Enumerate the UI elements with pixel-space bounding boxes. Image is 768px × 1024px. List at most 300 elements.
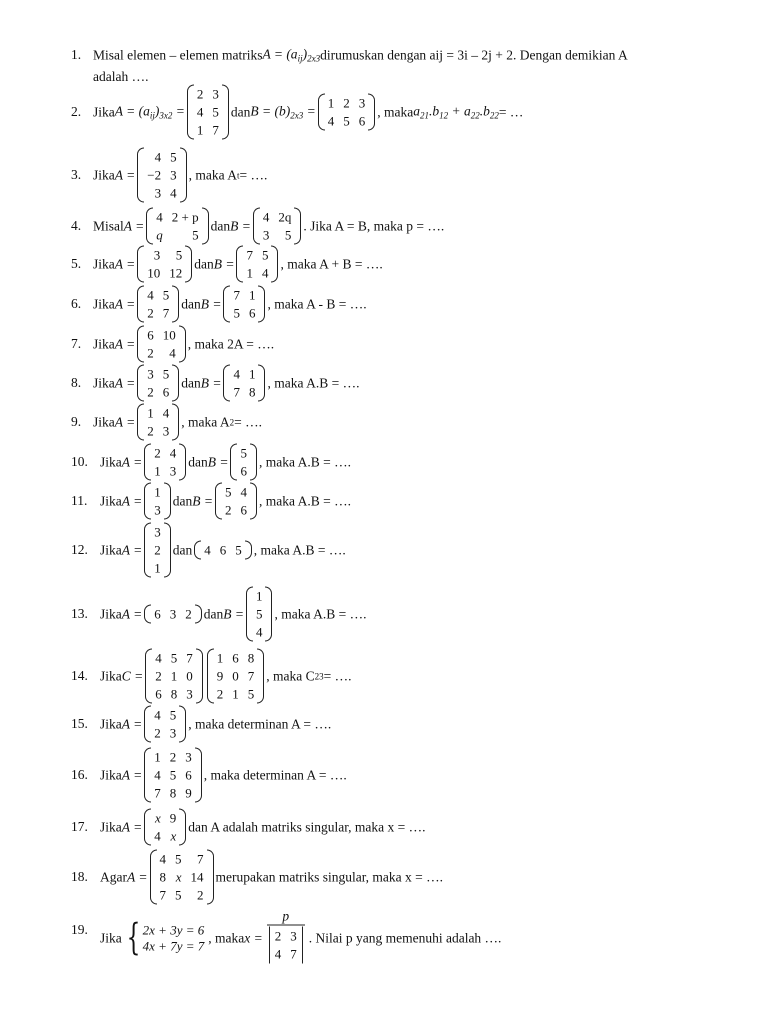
matrix-cell: 6 (240, 502, 247, 518)
matrix (144, 748, 202, 803)
matrix-cell: 1 (154, 484, 161, 500)
matrix (137, 365, 179, 402)
text: , maka (208, 930, 245, 945)
question-16 (100, 748, 347, 803)
bracket-right (368, 94, 375, 131)
bracket-right (172, 365, 179, 402)
matrix-grid (151, 706, 179, 743)
text: Jika (100, 493, 122, 508)
matrix-cell: 4 (196, 104, 204, 120)
matrix-cell: 4 (204, 542, 211, 558)
fraction (267, 909, 305, 968)
bracket-right (222, 85, 229, 140)
matrix-cell: 1 (147, 405, 154, 421)
equations (143, 922, 205, 954)
bracket-right (164, 523, 171, 578)
bracket-right (258, 365, 265, 402)
matrix-name: A = (114, 375, 136, 390)
matrix (253, 208, 302, 245)
text: = … (498, 104, 524, 119)
matrix-cell: 3 (262, 227, 270, 243)
bracket-right (195, 605, 202, 624)
matrix-cell: −2 (147, 167, 162, 183)
bracket-right (265, 587, 272, 642)
bracket-left (253, 208, 260, 245)
text: = …. (239, 167, 268, 182)
bracket-left (246, 587, 253, 642)
matrix (215, 483, 257, 520)
matrix-cell: 5 (175, 851, 182, 867)
matrix-cell: 4 (147, 287, 154, 303)
superscript: 2 (229, 417, 235, 427)
matrix (144, 809, 186, 846)
text: , maka C (266, 668, 315, 683)
text: Jika (93, 256, 115, 271)
matrix-grid (157, 850, 207, 905)
matrix-cell: 5 (224, 484, 232, 500)
matrix (137, 404, 179, 441)
matrix-cell: 4 (154, 767, 161, 783)
matrix-grid (230, 286, 258, 323)
text: Jika (100, 716, 122, 731)
matrix-cell: 10 (147, 265, 161, 281)
question-13 (100, 587, 366, 642)
question-number: 13. (71, 606, 88, 621)
bracket-left (137, 148, 144, 203)
matrix (137, 286, 179, 323)
fraction-numerator: p (282, 908, 290, 924)
matrix (144, 483, 171, 520)
text: , maka determinan A = …. (203, 767, 347, 782)
text: , maka A.B = …. (258, 454, 351, 469)
matrix-cell: 5 (233, 305, 240, 321)
question-12 (100, 523, 346, 578)
text: dan A adalah matriks singular, maka x = …. (188, 819, 426, 834)
matrix-grid (237, 444, 250, 481)
matrix (144, 523, 171, 578)
matrix-grid (151, 523, 164, 578)
matrix-cell: 1 (248, 366, 256, 382)
matrix-cell: 3 (186, 686, 193, 702)
matrix-cell: 4 (156, 209, 163, 225)
text: Jika (93, 104, 115, 119)
question-19 (100, 909, 501, 968)
matrix-name: B = (192, 493, 213, 508)
formula: $A = (a_{ij})_{3x2}$ = (114, 103, 185, 121)
matrix-cell: 4 (274, 946, 282, 962)
bracket-left (194, 541, 201, 560)
matrix-cell: 5 (240, 445, 247, 461)
subscript: 23 (314, 671, 324, 681)
formula: $A = (a_{ij})_{2x3}$ (262, 46, 321, 64)
matrix (187, 85, 229, 140)
formula: $a_{21}.b_{12} + a_{22}.b_{22}$ (413, 103, 499, 121)
text: Jika (100, 454, 122, 469)
matrix (207, 649, 265, 704)
bracket-left (207, 649, 214, 704)
matrix-cell: 1 (196, 122, 204, 138)
text: , maka A (181, 414, 230, 429)
matrix-cell: 1 (154, 560, 161, 576)
bracket-right (179, 809, 186, 846)
bracket-right (172, 286, 179, 323)
matrix-cell: 8 (169, 785, 177, 801)
equation-system (122, 917, 205, 958)
matrix-cell: 3 (169, 606, 177, 622)
matrix-grid (144, 148, 179, 203)
matrix-cell: x (175, 869, 182, 885)
bracket-right (271, 246, 278, 283)
matrix-cell: 7 (159, 887, 166, 903)
formula: $B = (b)_{2x3}$ = (250, 103, 316, 121)
matrix (145, 649, 203, 704)
bracket-left (137, 404, 144, 441)
question-7 (93, 326, 274, 363)
bracket-left (144, 483, 151, 520)
matrix-name: B = (207, 454, 229, 469)
bracket-right (196, 649, 203, 704)
matrix-name: B = (230, 218, 251, 233)
matrix-cell: 0 (186, 668, 193, 684)
matrix-grid (152, 649, 196, 704)
matrix (223, 365, 265, 402)
matrix-grid (151, 809, 179, 846)
matrix-cell: 2 (196, 86, 204, 102)
matrix-name: A = (114, 414, 136, 429)
matrix-cell: 5 (170, 149, 177, 165)
matrix-cell: 2 (169, 749, 177, 765)
question-number: 3. (71, 167, 82, 182)
question-2 (93, 85, 523, 140)
bracket-left (236, 246, 243, 283)
matrix-name: A = (114, 256, 136, 271)
text: dan (230, 104, 251, 119)
text: , maka A.B = …. (274, 606, 367, 621)
text: Jika (100, 542, 122, 557)
matrix-cell: 4 (233, 366, 240, 382)
matrix-cell: 6 (162, 384, 170, 400)
question-10 (100, 444, 351, 481)
matrix-grid (243, 246, 271, 283)
matrix-cell: 6 (240, 463, 247, 479)
bracket-right (294, 208, 301, 245)
text: dan (181, 296, 201, 311)
matrix-cell: 4 (327, 113, 335, 129)
text: Jika (100, 819, 122, 834)
matrix-cell: 2 (147, 423, 154, 439)
matrix-cell: 2q (278, 209, 292, 225)
matrix-cell: 8 (248, 384, 256, 400)
question-8 (93, 365, 359, 402)
matrix-cell: 2 (147, 384, 154, 400)
matrix-cell: 3 (154, 502, 161, 518)
matrix-cell: 4 (154, 828, 161, 844)
text: dan (172, 493, 193, 508)
matrix-grid (325, 94, 369, 131)
matrix-cell: 6 (358, 113, 366, 129)
bracket-left (318, 94, 325, 131)
bracket-left (137, 326, 144, 363)
equation: 2x + 3y = 6 (142, 922, 205, 937)
text: Jika (100, 606, 122, 621)
matrix-cell: 5 (175, 247, 183, 263)
text: Jika (93, 336, 115, 351)
matrix (246, 587, 273, 642)
text: , maka A.B = …. (267, 375, 360, 390)
matrix-cell: 7 (290, 946, 297, 962)
superscript: t (236, 170, 240, 180)
bracket-left (144, 748, 151, 803)
question-9 (93, 404, 262, 441)
question-number: 4. (71, 218, 82, 233)
matrix-cell: 2 (147, 345, 154, 361)
matrix-cell: 1 (154, 749, 161, 765)
matrix-cell: 1 (255, 588, 263, 604)
text: Jika (93, 167, 115, 182)
text: , maka (377, 104, 414, 119)
question-1 (93, 47, 628, 64)
matrix-name: A = (121, 454, 143, 469)
matrix-cell: q (156, 227, 163, 243)
question-number: 7. (71, 336, 82, 351)
bracket-right (245, 541, 252, 560)
matrix (137, 148, 186, 203)
matrix-cell: x (154, 810, 161, 826)
text: Jika (93, 375, 115, 390)
bracket-left (137, 365, 144, 402)
bracket-right (180, 148, 187, 203)
bracket-left (150, 850, 157, 905)
matrix-cell: 3 (185, 749, 192, 765)
matrix-cell: 7 (233, 287, 240, 303)
matrix-cell: 4 (240, 484, 247, 500)
matrix-cell: 2 (154, 725, 161, 741)
bracket-right (179, 706, 186, 743)
bracket-left (144, 444, 151, 481)
matrix-cell: 0 (232, 668, 239, 684)
matrix-cell: 2 (154, 445, 161, 461)
matrix-cell: 6 (147, 327, 154, 343)
matrix-cell: 2 (216, 686, 224, 702)
matrix-cell: 4 (159, 851, 166, 867)
fraction-denominator (267, 925, 305, 968)
bracket-left (223, 365, 230, 402)
question-number: 5. (71, 256, 82, 271)
question-number: 15. (71, 716, 88, 731)
matrix-grid (253, 587, 266, 642)
matrix-cell: 1 (248, 287, 256, 303)
question-number: 14. (71, 668, 88, 683)
bracket-left (230, 444, 237, 481)
bracket-left (144, 523, 151, 578)
question-number: 6. (71, 296, 82, 311)
matrix-grid (144, 404, 172, 441)
matrix-grid (144, 286, 172, 323)
variable: x = (244, 930, 263, 945)
determinant (269, 927, 303, 964)
matrix-cell: 7 (154, 785, 161, 801)
matrix-name: A = (121, 716, 143, 731)
matrix (144, 605, 202, 624)
matrix-grid (151, 444, 179, 481)
question-number: 17. (71, 819, 88, 834)
matrix-cell: 2 (197, 887, 204, 903)
bracket-right (202, 208, 209, 245)
text: dan (210, 218, 231, 233)
bracket-left (223, 286, 230, 323)
matrix-grid (151, 483, 164, 520)
matrix-cell: 8 (170, 686, 178, 702)
matrix (223, 286, 265, 323)
matrix-cell: 3 (162, 423, 170, 439)
matrix (194, 541, 252, 560)
matrix-cell: 4 (154, 707, 161, 723)
matrix-name: A = (121, 767, 143, 782)
matrix-cell: 12 (169, 265, 183, 281)
matrix-cell: 5 (169, 767, 177, 783)
matrix-cell: 3 (212, 86, 219, 102)
question-11 (100, 483, 351, 520)
question-number: 8. (71, 375, 82, 390)
matrix (230, 444, 257, 481)
matrix-cell: 7 (247, 668, 255, 684)
matrix-cell: 3 (169, 725, 177, 741)
matrix-cell: 14 (190, 869, 204, 885)
matrix-grid (260, 208, 295, 245)
matrix-cell: 4 (155, 650, 162, 666)
matrix-cell: 5 (169, 707, 177, 723)
text: dan (181, 375, 201, 390)
matrix-cell: 3 (153, 247, 161, 263)
matrix-grid (144, 365, 172, 402)
matrix-cell: 1 (232, 686, 239, 702)
text: . Nilai p yang memenuhi adalah …. (308, 930, 502, 945)
matrix-name: A = (127, 869, 148, 884)
question-number: 1. (71, 47, 82, 62)
matrix-name: A = (114, 167, 136, 182)
text: Agar (100, 869, 127, 884)
matrix (236, 246, 278, 283)
matrix-cell: 3 (170, 167, 177, 183)
text: dan (194, 256, 214, 271)
matrix-name: B = (223, 606, 244, 621)
matrix (146, 208, 208, 245)
matrix (137, 246, 192, 283)
matrix-grid (201, 541, 245, 560)
matrix-cell: 2 (274, 928, 282, 944)
text: , maka determinan A = …. (188, 716, 332, 731)
matrix-name: C = (121, 668, 144, 683)
matrix-grid (153, 208, 201, 245)
brace: { (126, 917, 141, 958)
bracket-left (144, 706, 151, 743)
question-3 (93, 148, 267, 203)
matrix-cell: 6 (219, 542, 227, 558)
matrix-name: A = (123, 218, 145, 233)
matrix (150, 850, 214, 905)
matrix-cell: 5 (175, 887, 182, 903)
bracket-right (179, 444, 186, 481)
matrix-cell: 5 (192, 227, 199, 243)
question-4 (93, 208, 444, 245)
text: Jika (93, 414, 115, 429)
text: , maka 2A = …. (187, 336, 275, 351)
matrix-cell: 5 (284, 227, 292, 243)
question-18 (100, 850, 443, 905)
matrix-name: B = (200, 375, 222, 390)
question-number: 18. (71, 869, 88, 884)
matrix-grid (194, 85, 222, 140)
text: = …. (234, 414, 262, 429)
matrix-cell: 7 (246, 247, 253, 263)
bracket-right (300, 927, 303, 964)
matrix-cell: 5 (162, 366, 170, 382)
question-17 (100, 809, 426, 846)
matrix-grid (214, 649, 258, 704)
question-number: 2. (71, 104, 82, 119)
matrix-cell: 4 (154, 149, 162, 165)
matrix-cell: 7 (162, 305, 170, 321)
matrix-cell: 2 (185, 606, 192, 622)
text: dan (172, 542, 193, 557)
matrix-cell: 2 (343, 95, 350, 111)
bracket-right (250, 444, 257, 481)
bracket-left (144, 605, 151, 624)
text: dan (188, 454, 208, 469)
matrix-cell: 3 (358, 95, 366, 111)
matrix-cell: 2 (155, 668, 162, 684)
matrix (318, 94, 376, 131)
question-number: 10. (71, 454, 88, 469)
bracket-left (137, 246, 144, 283)
text: , maka A (188, 167, 237, 182)
text: Jika (100, 767, 122, 782)
matrix-cell: 8 (159, 869, 166, 885)
matrix-cell: 5 (235, 542, 242, 558)
bracket-right (257, 649, 264, 704)
question-number: 12. (71, 542, 88, 557)
bracket-right (179, 326, 186, 363)
matrix-cell: 7 (197, 851, 204, 867)
question-number: 16. (71, 767, 88, 782)
matrix-cell: 4 (255, 624, 263, 640)
matrix-name: A = (114, 336, 136, 351)
bracket-right (172, 404, 179, 441)
matrix-cell: 4 (169, 345, 176, 361)
matrix-grid (151, 605, 195, 624)
text: Jika (100, 668, 122, 683)
bracket-left (146, 208, 153, 245)
matrix-cell: 6 (232, 650, 239, 666)
bracket-left (215, 483, 222, 520)
matrix-cell: 4 (162, 405, 170, 421)
text: Jika (93, 296, 115, 311)
matrix (144, 444, 186, 481)
matrix-cell: 5 (261, 247, 269, 263)
matrix-cell: 5 (212, 104, 219, 120)
text: merupakan matriks singular, maka x = …. (215, 869, 444, 884)
matrix-cell: 3 (154, 524, 161, 540)
question-15 (100, 706, 331, 743)
matrix-cell: 5 (255, 606, 263, 622)
text: adalah …. (93, 69, 149, 84)
matrix-cell: 5 (343, 113, 350, 129)
text: . Jika A = B, maka p = …. (303, 218, 445, 233)
text: = …. (323, 668, 352, 683)
matrix-cell: 2 (224, 502, 232, 518)
bracket-right (250, 483, 257, 520)
matrix-grid (222, 483, 250, 520)
